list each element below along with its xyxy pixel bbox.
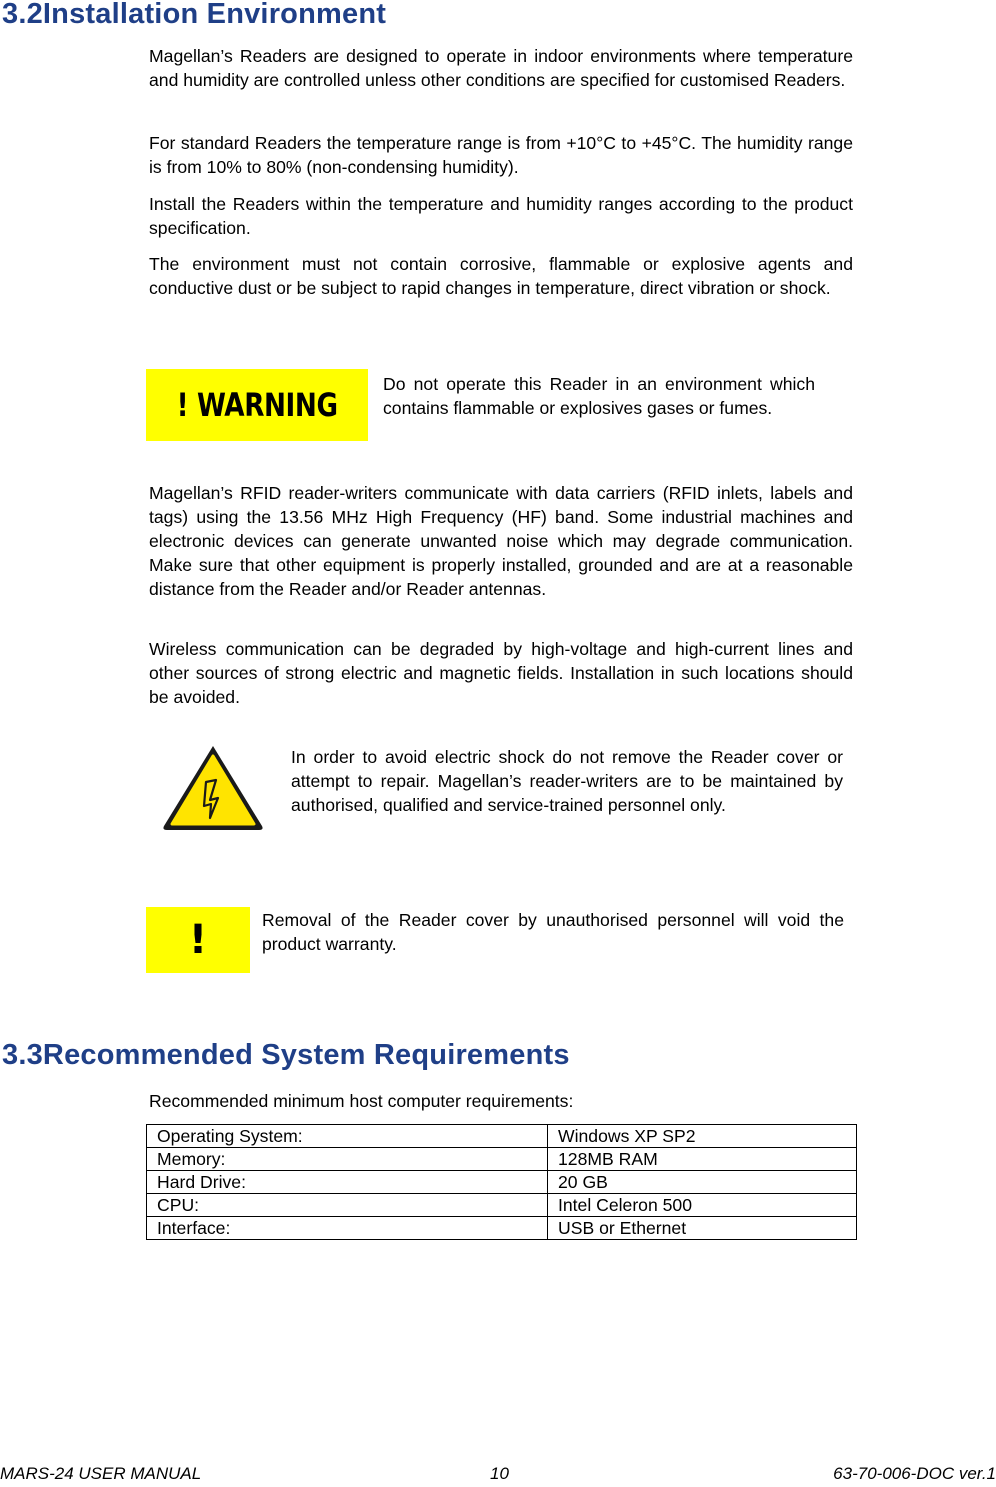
table-cell-value: Intel Celeron 500 — [548, 1194, 857, 1217]
table-cell-key: CPU: — [147, 1194, 548, 1217]
paragraph: Magellan’s Readers are designed to operate in indoor environments where temperature and humidity are controlled unless other conditions are specified for customised Readers. — [149, 46, 853, 90]
table-cell-key: Interface: — [147, 1217, 548, 1240]
paragraph: Install the Readers within the temperature and humidity ranges according to the product specification. — [149, 194, 853, 238]
table-cell-key: Hard Drive: — [147, 1171, 548, 1194]
paragraph: The environment must not contain corrosive, flammable or explosive agents and conductive dust or be subject to rapid changes in temperature, direct vibration or shock. — [149, 254, 853, 298]
table-cell-value: 20 GB — [548, 1171, 857, 1194]
table-row — [147, 1171, 857, 1194]
table-row — [147, 1217, 857, 1240]
table-cell-value: 128MB RAM — [548, 1148, 857, 1171]
warning-text: Do not operate this Reader in an environment which contains flammable or explosives gases or fumes. — [383, 374, 815, 418]
footer-doc-title: MARS-24 USER MANUAL — [0, 1464, 202, 1483]
section-heading-3-2: 3.2Installation Environment — [2, 0, 387, 30]
paragraph: For standard Readers the temperature range is from +10°C to +45°C. The humidity range is from 10% to 80% (non-condensing humidity). — [149, 133, 853, 177]
table-row — [147, 1148, 857, 1171]
shock-warning-text: In order to avoid electric shock do not remove the Reader cover or attempt to repair. Magellan’s reader-writers are to be maintained by authorised, qualified and service-trained personnel only. — [291, 747, 843, 815]
requirements-intro: Recommended minimum host computer requirements: — [149, 1091, 574, 1111]
requirements-table — [146, 1124, 857, 1240]
table-cell-key: Memory: — [147, 1148, 548, 1171]
section-heading-3-3: 3.3Recommended System Requirements — [2, 1039, 570, 1071]
warning-label: ! WARNING — [146, 369, 368, 441]
paragraph: Wireless communication can be degraded by high-voltage and high-current lines and other sources of strong electric and magnetic fields. Installation in such locations should be avoided. — [149, 639, 853, 707]
caution-label: ! — [146, 907, 250, 973]
paragraph: Magellan’s RFID reader-writers communicate with data carriers (RFID inlets, labels and tags) using the 13.56 MHz High Frequency (HF) band. Some industrial machines and electronic devices can generate unwanted noise which may degrade communication. Make sure that other equipment is properly installed, grounded and are at a reasonable distance from the Reader and/or Reader antennas. — [149, 483, 853, 599]
footer-doc-code: 63-70-006-DOC ver.1 — [833, 1464, 996, 1483]
footer-page-number: 10 — [490, 1464, 509, 1483]
table-cell-value: Windows XP SP2 — [548, 1125, 857, 1148]
caution-text: Removal of the Reader cover by unauthorised personnel will void the product warranty. — [262, 910, 844, 954]
table-cell-value: USB or Ethernet — [548, 1217, 857, 1240]
table-cell-key: Operating System: — [147, 1125, 548, 1148]
table-row — [147, 1194, 857, 1217]
high-voltage-icon — [158, 740, 268, 834]
table-row — [147, 1125, 857, 1148]
